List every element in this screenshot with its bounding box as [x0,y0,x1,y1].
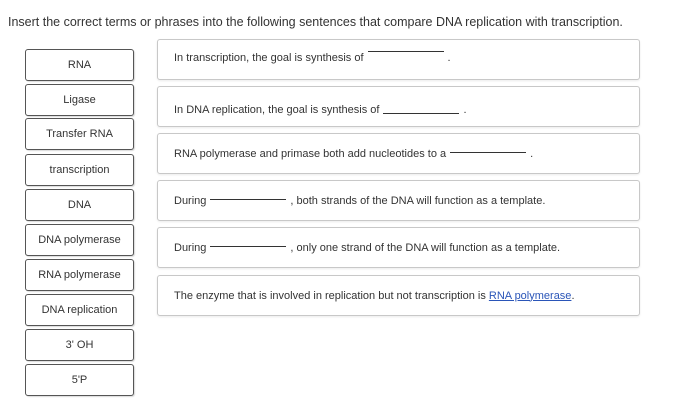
drop-blank[interactable] [450,151,526,153]
drop-blank[interactable] [210,198,286,200]
sentence-text: , both strands of the DNA will function as a template. [290,194,546,207]
term-tile-3-oh[interactable]: 3' OH [25,329,134,361]
term-tile-rna-polymerase[interactable]: RNA polymerase [25,259,134,291]
sentence-text: . [463,104,467,116]
sentence-text: The enzyme that is involved in replication but not transcription is [174,289,486,302]
sentence-text: In DNA replication, the goal is synthesis of [174,104,380,116]
sentence-box-1 [157,39,640,80]
term-tile-transfer-rna[interactable]: Transfer RNA [25,118,134,150]
term-tile-transcription[interactable]: transcription [25,154,134,186]
term-tile-dna-polymerase[interactable]: DNA polymerase [25,224,134,256]
sentence-text: . [447,52,451,64]
sentence-box-4 [157,180,640,221]
drop-blank[interactable] [383,112,459,114]
drop-blank[interactable] [368,50,444,52]
sentence-text: , only one strand of the DNA will function as a template. [290,241,561,254]
sentence-text: During [174,194,207,207]
instructions-text: Insert the correct terms or phrases into the following sentences that compare DNA replication with transcription. [8,15,623,29]
sentence-box-3 [157,133,640,174]
term-tile-rna[interactable]: RNA [25,49,134,81]
sentence-text: . [530,147,534,160]
sentence-box-5 [157,227,640,268]
sentence-text: In transcription, the goal is synthesis of [174,52,364,64]
sentence-text: During [174,241,207,254]
placed-answer[interactable]: RNA polymerase [488,289,572,302]
term-tile-dna-replication[interactable]: DNA replication [25,294,134,326]
term-tile-dna[interactable]: DNA [25,189,134,221]
term-tile-ligase[interactable]: Ligase [25,84,134,116]
term-tile-5-p[interactable]: 5'P [25,364,134,396]
sentence-box-6 [157,275,640,316]
drop-blank[interactable] [210,245,286,247]
sentence-box-2 [157,86,640,127]
sentence-text: . [571,289,575,302]
sentence-text: RNA polymerase and primase both add nucleotides to a [174,147,447,160]
